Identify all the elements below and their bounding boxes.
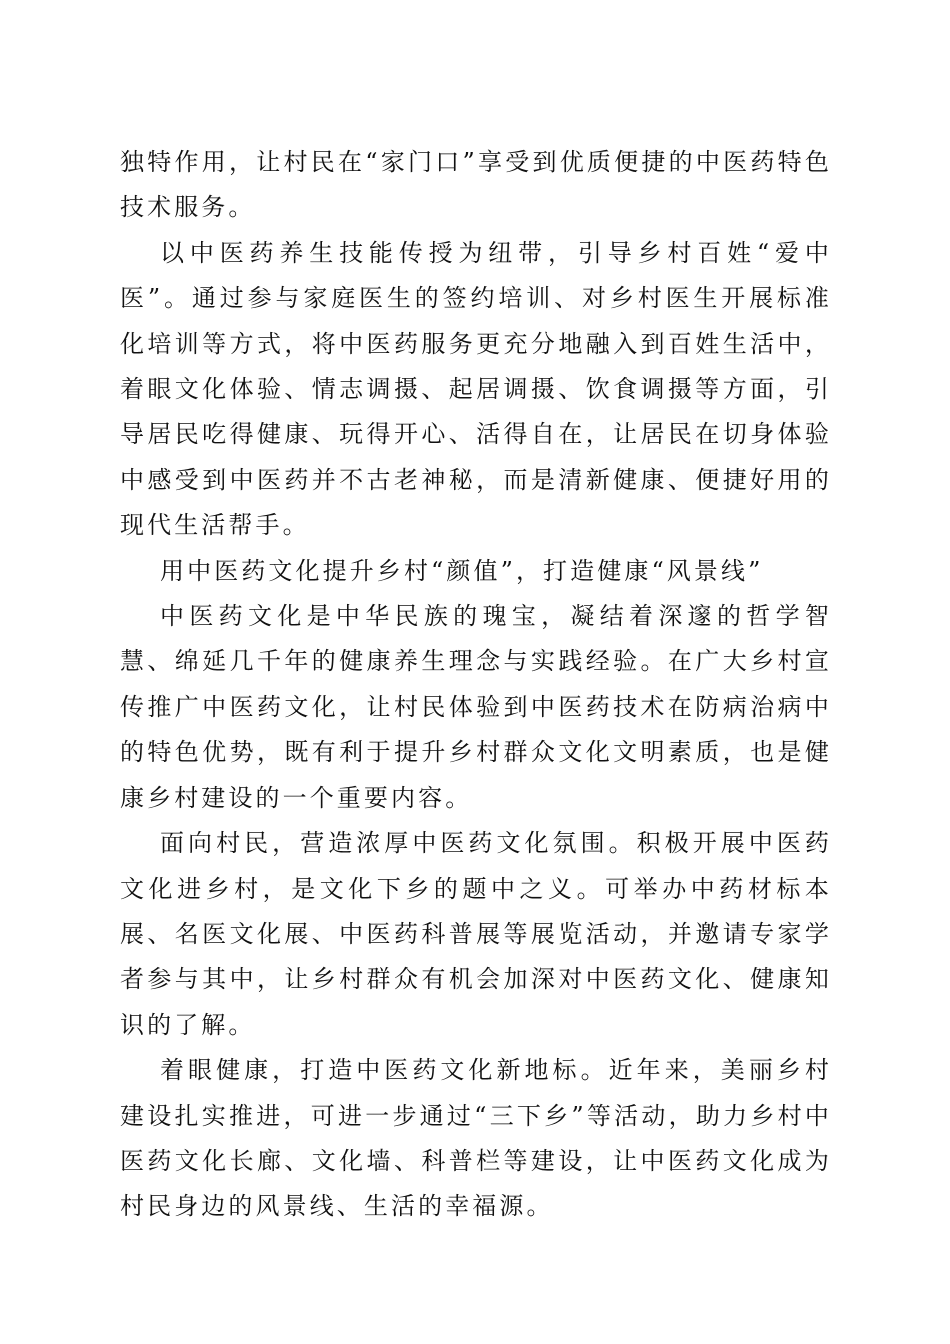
document-body: [120, 140, 832, 1230]
section-heading: 用中医药文化提升乡村“颜值”，打造健康“风景线”: [160, 556, 764, 585]
paragraph-continuation: 独特作用，让村民在“家门口”享受到优质便捷的中医药特色技术服务。: [120, 148, 832, 222]
paragraph-tcm-culture: 中医药文化是中华民族的瑰宝，凝结着深邃的哲学智慧、绵延几千年的健康养生理念与实践经验。在广大乡村宣传推广中医药文化，让村民体验到中医药技术在防病治病中的特色优势，既有利于提升乡村群众文化文明素质，也是健康乡村建设的一个重要内容。: [120, 602, 832, 812]
paragraph-landmark: 着眼健康，打造中医药文化新地标。近年来，美丽乡村建设扎实推进，可进一步通过“三下乡”等活动，助力乡村中医药文化长廊、文化墙、科普栏等建设，让中医药文化成为村民身边的风景线、生活的幸福源。: [120, 1056, 832, 1221]
paragraph-tcm-skills: 以中医药养生技能传授为纽带，引导乡村百姓“爱中医”。通过参与家庭医生的签约培训、对乡村医生开展标准化培训等方式，将中医药服务更充分地融入到百姓生活中，着眼文化体验、情志调摄、起居调摄、饮食调摄等方面，引导居民吃得健康、玩得开心、活得自在，让居民在切身体验中感受到中医药并不古老神秘，而是清新健康、便捷好用的现代生活帮手。: [120, 238, 832, 540]
paragraph-villagers: 面向村民，营造浓厚中医药文化氛围。积极开展中医药文化进乡村，是文化下乡的题中之义。可举办中药材标本展、名医文化展、中医药科普展等展览活动，并邀请专家学者参与其中，让乡村群众有机会加深对中医药文化、健康知识的了解。: [120, 829, 832, 1039]
